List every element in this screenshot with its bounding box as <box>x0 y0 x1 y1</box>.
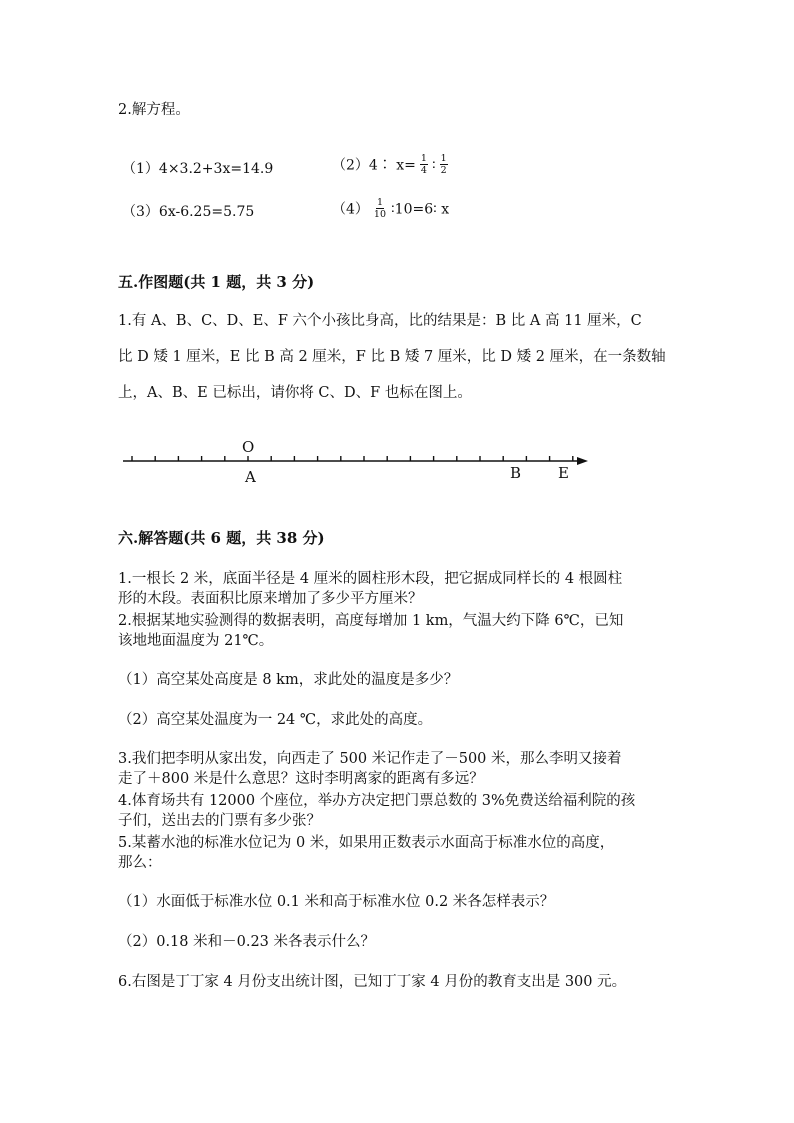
point-label-b: B <box>510 464 522 482</box>
section5-q1-line1: 1.有 A、B、C、D、E、F 六个小孩比身高，比的结果是：B 比 A 高 11 厘米，C <box>118 313 642 329</box>
equation-4 <box>332 198 449 221</box>
equation-4-prefix: （4） <box>332 201 369 218</box>
fraction-denominator: 2 <box>440 165 447 176</box>
equation-3: （3）6x-6.25=5.75 <box>122 204 255 220</box>
section6-q3-line1: 3.我们把李明从家出发，向西走了 500 米记作走了－500 米，那么李明又接着 <box>118 751 622 767</box>
ratio-separator: ∶ <box>431 157 436 174</box>
section6-q2-line2: 该地地面温度为 21℃。 <box>118 633 274 649</box>
fraction-denominator: 10 <box>373 209 387 220</box>
equation-4-suffix: ∶10=6∶ x <box>391 201 450 218</box>
section6-q5-line2: 那么： <box>118 855 162 871</box>
fraction-numerator: 1 <box>376 197 383 208</box>
section6-q2-line1: 2.根据某地实验测得的数据表明，高度每增加 1 km，气温大约下降 6℃，已知 <box>118 613 624 629</box>
section5-q1-line3: 上，A、B、E 已标出，请你将 C、D、F 也标在图上。 <box>118 385 472 401</box>
fraction-numerator: 1 <box>420 153 427 164</box>
fraction-one-quarter <box>420 153 428 176</box>
section5-q1-line2: 比 D 矮 1 厘米，E 比 B 高 2 厘米，F 比 B 矮 7 厘米，比 D 矮 2 厘米，在一条数轴 <box>118 349 666 365</box>
equation-2 <box>332 154 452 177</box>
section6-q6-line1: 6.右图是丁丁家 4 月份支出统计图，已知丁丁家 4 月份的教育支出是 300 元。 <box>118 974 627 990</box>
section6-q5-sub2: （2）0.18 米和－0.23 米各表示什么？ <box>118 934 376 950</box>
section6-q1-line2: 形的木段。表面积比原来增加了多少平方厘米？ <box>118 591 423 607</box>
section6-q1-line1: 1.一根长 2 米，底面半径是 4 厘米的圆柱形木段，把它据成同样长的 4 根圆柱 <box>118 571 623 587</box>
section-heading-drawing: 五.作图题(共 1 题，共 3 分) <box>118 273 315 291</box>
equation-2-prefix: （2）4∶ x= <box>332 157 416 174</box>
section6-q4-line1: 4.体育场共有 12000 个座位，举办方决定把门票总数的 3%免费送给福利院的孩 <box>118 793 636 809</box>
section6-q5-sub1: （1）水面低于标准水位 0.1 米和高于标准水位 0.2 米各怎样表示？ <box>118 894 555 910</box>
fraction-one-tenth <box>373 197 387 220</box>
number-line-arrowhead <box>577 457 588 465</box>
point-label-e: E <box>558 464 569 482</box>
fraction-one-half <box>440 153 448 176</box>
section6-q4-line2: 子们，送出去的门票有多少张？ <box>118 813 321 829</box>
section6-q2-sub2: （2）高空某处温度为一 24 ℃，求此处的高度。 <box>118 712 433 728</box>
section-heading-problems: 六.解答题(共 6 题，共 38 分) <box>118 529 325 547</box>
fraction-numerator: 1 <box>440 153 447 164</box>
section6-q2-sub1: （1）高空某处高度是 8 km，求此处的温度是多少？ <box>118 672 459 688</box>
fraction-denominator: 4 <box>420 165 427 176</box>
point-label-a: A <box>245 468 256 486</box>
section6-q3-line2: 走了＋800 米是什么意思？这时李明离家的距离有多远？ <box>118 771 484 787</box>
number-line-figure <box>118 430 598 490</box>
section6-q5-line1: 5.某蓄水池的标准水位记为 0 米，如果用正数表示水面高于标准水位的高度， <box>118 835 615 851</box>
equation-1: （1）4×3.2+3x=14.9 <box>122 161 274 177</box>
question-title-solve-equations: 2.解方程。 <box>118 102 190 118</box>
origin-label: O <box>242 438 255 456</box>
